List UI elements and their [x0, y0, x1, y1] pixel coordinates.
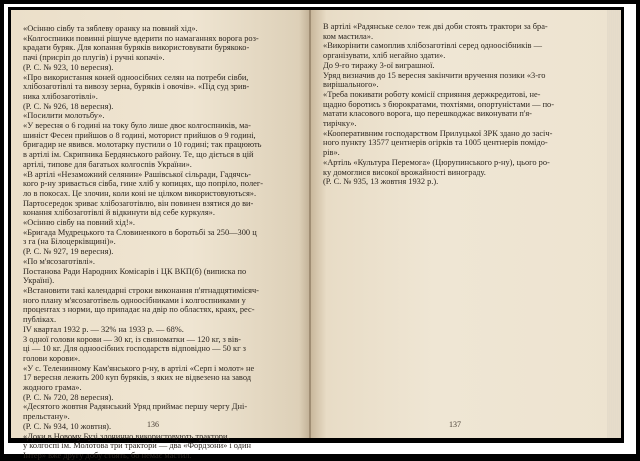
- right-page-text: [323, 22, 597, 187]
- text-line: у колгоспі ім. Молотова три трактори — два «Фордзони» і один: [23, 441, 251, 451]
- text-line: «Десятого жовтня Радянський Уряд приймає першу чергу Дні-: [23, 402, 248, 412]
- text-line: «Треба покивати роботу комісії сприяння держкредитові, не-: [323, 89, 541, 99]
- text-line: «Бригада Мудрецького та Словиненкого в боротьбі за 250—300 ц: [23, 227, 257, 237]
- text-line: ці — 10 кг. Для одноосібних господарств відповідно — 50 кг з: [23, 344, 246, 354]
- text-line: голови корови».: [23, 353, 81, 363]
- text-line: (Р. С. № 927, 19 вересня).: [23, 247, 114, 257]
- text-line: «Осінню сівбу та зяблеву оранку на повний хід».: [23, 24, 198, 33]
- text-line: «Посилити молотьбу».: [23, 111, 105, 121]
- text-line: рів».: [323, 148, 340, 158]
- text-line: «Про використання коней одноосібних селян на потреби сівби,: [23, 72, 249, 82]
- book-spread: [11, 10, 621, 460]
- text-line: В артілі «Радянське село» теж дві доби стоять трактори за бра-: [323, 22, 548, 31]
- text-line: IV квартал 1932 р. — 32% на 1933 р. — 68%.: [23, 324, 184, 334]
- text-line: 17 вересня лежить 200 куп буряків, з яких не відвезено на завод: [23, 373, 252, 383]
- text-line: ку домоглися високої врожайності винограду.: [323, 167, 486, 177]
- right-page: [311, 10, 621, 438]
- text-line: конання хлібозаготівлі й відкинути від себе куркуля».: [23, 208, 215, 218]
- text-line: «Артіль «Культура Перемога» (Цюрупинського р-ну), цього ро-: [323, 157, 550, 167]
- text-line: «В артілі «Незаможний селянин» Рашівської сільради, Гадячсь-: [23, 169, 251, 179]
- text-line: Уряд визначив до 15 вересня закінчити вручення позики «3-го: [323, 70, 546, 80]
- text-line: публіках.: [23, 315, 57, 325]
- text-line: пачі (присріп до плугів) і ручні копачі».: [23, 53, 165, 63]
- right-page-number: 137: [449, 420, 461, 429]
- text-line: матати класового ворога, що перешкоджає виконувати п'я-: [323, 109, 532, 119]
- text-line: «Осінню сівбу на повний хід!».: [23, 218, 136, 228]
- text-line: шиніст Фесен прийшов о 8 годині, моторист прийшов о 9 годині,: [23, 130, 256, 140]
- text-line: артілі, типове для багатьох колгоспів України».: [23, 159, 192, 169]
- text-line: «Встановити такі календарні строки виконання п'ятнадцятимісяч-: [23, 285, 259, 295]
- text-line: ного плану м'ясозаготівель одноосібниками і колгоспниками у: [23, 295, 246, 305]
- text-line: Інтер» вже другу добу стоять, бо немає мастил.: [23, 450, 192, 460]
- text-line: До 9-го тиражу 3-ої виграшної.: [323, 60, 435, 70]
- text-line: (Р. С. № 926, 18 вересня).: [23, 101, 114, 111]
- text-line: організувати, хліб негайно здати».: [323, 51, 446, 61]
- text-line: бригадир не явився. молотарку пустили о 10 годині; так працюють: [23, 140, 262, 150]
- text-line: кого р-ну зривається сівба, гине хліб у копицях, що попріло, полег-: [23, 179, 264, 189]
- text-line: (Р. С. № 720, 28 вересня).: [23, 392, 114, 402]
- text-line: З одної голови корови — 30 кг, із свиноматки — 120 кг, з вів-: [23, 334, 241, 344]
- text-line: жодного грама».: [23, 383, 82, 393]
- text-line: «По м'ясозаготівлі».: [23, 256, 96, 266]
- text-line: крадати буряк. Для копання буряків використовувати бурякоко-: [23, 43, 250, 53]
- text-line: з га (на Білоцерківщині)».: [23, 237, 116, 247]
- text-line: тирічку».: [323, 119, 357, 129]
- left-page: [11, 10, 311, 460]
- text-line: вирішального».: [323, 80, 379, 90]
- text-line: «У вересня о 6 годині на току було лише двоє колгоспників, ма-: [23, 121, 251, 131]
- text-line: «Колгоспники повинні рішуче вдерити по намаганнях ворога роз-: [23, 33, 259, 43]
- text-line: в артілі ім. Скрипника Бердянського району. Те, що діється в цій: [23, 150, 254, 160]
- text-line: (Р. С. № 934, 10 жовтня).: [23, 421, 112, 431]
- text-line: ного пункту 13577 центнерів огірків та 1005 центнерів помідо-: [323, 138, 548, 148]
- text-line: «Кооперативним господарством Прилуцької ЗРК здано до засіч-: [323, 128, 553, 138]
- text-line: Україні).: [23, 276, 55, 286]
- text-line: ло в покосах. Це злочин, коли коні не цілком використовуються».: [23, 188, 257, 198]
- text-line: хлібозаготівлі та вивозу зерна, буряків і овочів». «Під суд зрив-: [23, 82, 250, 92]
- text-line: (Р. С. № 923, 10 вересня).: [23, 62, 114, 72]
- text-line: прельстану».: [23, 412, 70, 422]
- text-line: ника хлібозаготівлі».: [23, 91, 98, 101]
- left-page-number: 136: [147, 420, 159, 429]
- text-line: процентах з норми, що припадає на двір по областях, краях, рес-: [23, 305, 255, 315]
- text-line: ком мастила».: [323, 31, 374, 41]
- page-edges: [607, 10, 621, 438]
- text-line: «Доки в Новому Бузі злочинно використовують трактори,: [23, 431, 230, 441]
- text-line: щадно боротись з бюрократами, тюхтіями, опортуністами — по-: [323, 99, 555, 109]
- left-page-text: [23, 24, 299, 461]
- text-line: «Викорінити самоплив хлібозаготівлі серед одноосібників —: [323, 41, 542, 51]
- text-line: Постанова Ради Народних Комісарів і ЦК ВКП(б) (виписка по: [23, 266, 247, 276]
- text-line: «У с. Теленинному Кам'янського р-ну, в артілі «Серп і молот» не: [23, 363, 255, 373]
- text-line: (Р. С. № 935, 13 жовтня 1932 р.).: [323, 177, 439, 187]
- text-line: Партосередок зриває хлібозаготівлю, він повинен взятися до ви-: [23, 198, 254, 208]
